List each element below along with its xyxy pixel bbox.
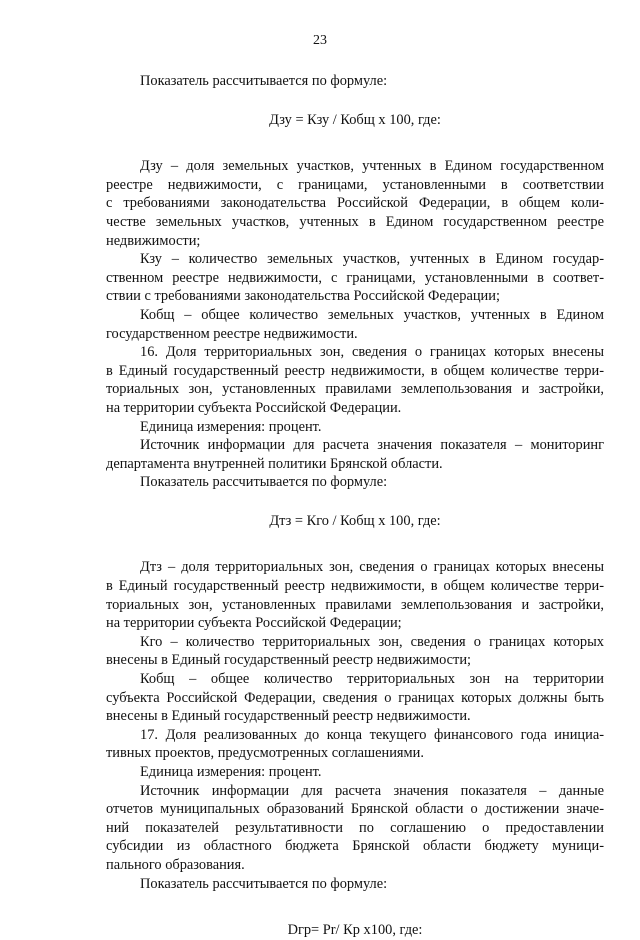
text-line: тивных проектов, предусмотренных соглашениями. <box>106 745 424 762</box>
paragraph <box>106 670 604 726</box>
text-line: ний показателей результативности по соглашению о предоставлении <box>106 819 604 836</box>
document-body <box>106 72 604 940</box>
paragraph <box>106 250 604 306</box>
page-number: 23 <box>313 33 327 48</box>
text-line: внесены в Единый государственный реестр недвижимости. <box>106 708 471 725</box>
text-line: пального образования. <box>106 856 245 873</box>
paragraph <box>106 726 604 763</box>
paragraph <box>106 782 604 875</box>
text-line: государственном реестре недвижимости. <box>106 325 358 342</box>
text-line: ствии с требованиями законодательства Российской Федерации; <box>106 288 500 305</box>
text-line: честве земельных участков, учтенных в Едином государственном реестре <box>106 213 604 230</box>
text-line: ториальных зон, установленных правилами землепользования и застройки, <box>106 381 604 398</box>
paragraph <box>106 558 604 632</box>
spacer <box>106 91 604 111</box>
text-line: Кзу – количество земельных участков, учтенных в Едином государ- <box>140 251 604 268</box>
text-line: реестре недвижимости, с границами, установленными в соответствии <box>106 176 604 193</box>
text-line: субъекта Российской Федерации, сведения о границах которых должны быть <box>106 689 604 706</box>
text-line: 17. Доля реализованных до конца текущего финансового года инициа- <box>140 726 604 743</box>
text-line: на территории субъекта Российской Федерации; <box>106 615 402 632</box>
formula: Dгр= Рr/ Кр х100, где: <box>287 922 423 939</box>
paragraph <box>106 633 604 670</box>
paragraph <box>106 72 604 91</box>
text-line: Показатель рассчитывается по формуле: <box>140 875 388 892</box>
text-line: Кго – количество территориальных зон, сведения о границах которых <box>140 633 604 650</box>
paragraph <box>106 343 604 417</box>
text-line: Дзу – доля земельных участков, учтенных в Едином государственном <box>140 158 604 175</box>
text-line: в Единый государственный реестр недвижимости, в общем количестве терри- <box>106 362 604 379</box>
text-line: Показатель рассчитывается по формуле: <box>140 73 388 89</box>
formula: Дзу = Кзу / Кобщ х 100, где: <box>269 111 441 128</box>
text-line: Источник информации для расчета значения показателя – данные <box>140 782 604 799</box>
text-line: с требованиями законодательства Российской Федерации, в общем коли- <box>106 195 604 212</box>
paragraph <box>106 875 604 894</box>
paragraph <box>106 473 604 492</box>
text-line: Единица измерения: процент. <box>140 764 322 780</box>
text-line: Кобщ – общее количество территориальных зон на территории <box>140 671 604 688</box>
text-line: в Единый государственный реестр недвижимости, в общем количестве терри- <box>106 578 604 595</box>
text-line: внесены в Единый государственный реестр недвижимости; <box>106 652 472 669</box>
text-line: субсидии из областного бюджета Брянской области бюджету муници- <box>106 838 604 855</box>
paragraph <box>106 763 604 782</box>
spacer <box>106 893 604 921</box>
text-line: Дтз – доля территориальных зон, сведения о границах которых внесены <box>140 559 604 576</box>
text-line: департамента внутренней политики Брянской области. <box>106 455 443 472</box>
text-line: на территории субъекта Российской Федерации. <box>106 399 402 416</box>
formula: Дтз = Кго / Кобщ х 100, где: <box>269 512 441 529</box>
text-line: 16. Доля территориальных зон, сведения о границах которых внесены <box>140 344 604 361</box>
text-line: недвижимости; <box>106 232 201 249</box>
text-line: отчетов муниципальных образований Брянской области о достижении значе- <box>106 801 604 818</box>
text-line: ственном реестре недвижимости, с границами, установленными в соответ- <box>106 269 604 286</box>
spacer <box>106 530 604 558</box>
paragraph <box>106 436 604 473</box>
text-line: Единица измерения: процент. <box>140 418 322 435</box>
spacer <box>106 492 604 512</box>
paragraph <box>106 157 604 250</box>
paragraph <box>106 306 604 343</box>
text-line: ториальных зон, установленных правилами землепользования и застройки, <box>106 596 604 613</box>
spacer <box>106 129 604 157</box>
text-line: Кобщ – общее количество земельных участков, учтенных в Едином <box>140 306 604 323</box>
text-line: Показатель рассчитывается по формуле: <box>140 474 388 491</box>
paragraph <box>106 418 604 437</box>
text-line: Источник информации для расчета значения показателя – мониторинг <box>140 437 604 454</box>
